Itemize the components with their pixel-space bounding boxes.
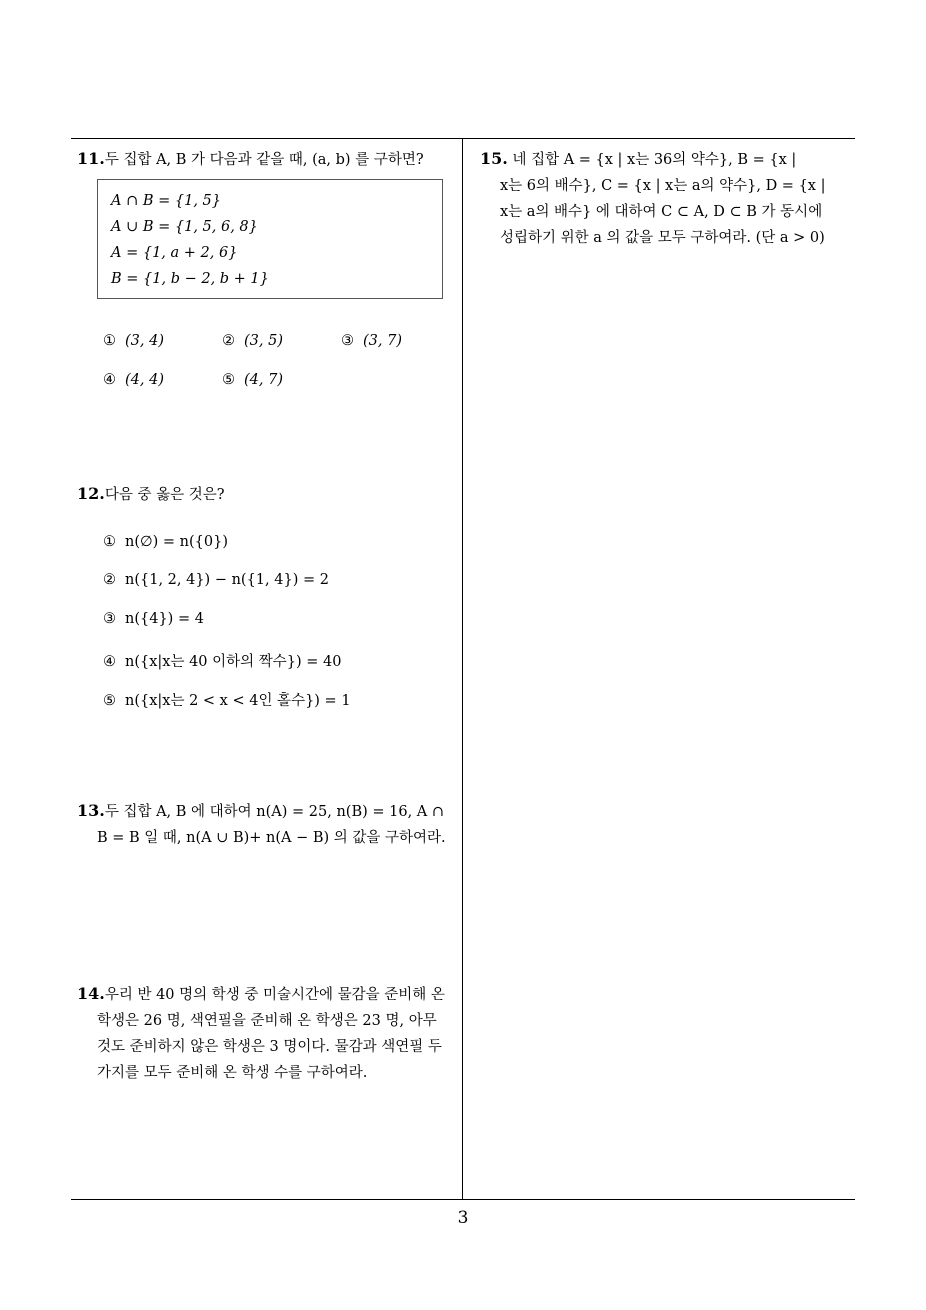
problem-line: 우리 반 40 명의 학생 중 미술시간에 물감을 준비해 온	[104, 987, 445, 1003]
problem-line: x는 6의 배수}, C = {x | x는 a의 약수}, D = {x |	[500, 178, 826, 194]
column-divider	[462, 138, 463, 1200]
choice-2[interactable]	[222, 333, 283, 349]
choice-4[interactable]	[103, 372, 164, 388]
choice-text: (4, 7)	[244, 372, 283, 388]
choice-mark: ③	[341, 333, 354, 349]
problem-line: 것도 준비하지 않은 학생은 3 명이다. 물감과 색연필 두	[97, 1039, 442, 1055]
choice-2[interactable]	[103, 572, 329, 588]
problem-11	[77, 146, 457, 173]
choice-mark: ③	[103, 611, 116, 627]
problem-line: 가지를 모두 준비해 온 학생 수를 구하여라.	[97, 1065, 368, 1081]
choice-text: n({1, 2, 4}) − n({1, 4}) = 2	[125, 572, 329, 588]
choice-text: (3, 4)	[125, 333, 164, 349]
choice-mark: ⑤	[222, 372, 235, 388]
choice-text: n(∅) = n({0})	[125, 534, 228, 550]
choice-text: n({4}) = 4	[125, 611, 204, 627]
problem-12	[77, 481, 457, 508]
choice-5[interactable]	[222, 372, 283, 388]
choice-mark: ①	[103, 534, 116, 550]
problem-line: B = B 일 때, n(A ∪ B)+ n(A − B) 의 값을 구하여라.	[97, 830, 446, 846]
problem-line: 학생은 26 명, 색연필을 준비해 온 학생은 23 명, 아무	[97, 1013, 437, 1029]
problem-line: x는 a의 배수} 에 대하여 C ⊂ A, D ⊂ B 가 동시에	[500, 204, 823, 220]
choice-mark: ①	[103, 333, 116, 349]
problem-line: 네 집합 A = {x | x는 36의 약수}, B = {x |	[512, 152, 797, 168]
choice-mark: ④	[103, 372, 116, 388]
choice-1[interactable]	[103, 333, 164, 349]
problem-stem: 두 집합 A, B 가 다음과 같을 때, (a, b) 를 구하면?	[104, 152, 424, 168]
choice-mark: ⑤	[103, 693, 116, 709]
problem-15	[480, 146, 860, 251]
problem-number: 11.	[77, 149, 105, 168]
choice-text: n({x|x는 2 < x < 4인 홀수}) = 1	[125, 693, 351, 709]
choice-3[interactable]	[341, 333, 402, 349]
choice-mark: ②	[222, 333, 235, 349]
condition-line: A = {1, a + 2, 6}	[111, 245, 238, 261]
choice-1[interactable]	[103, 534, 228, 550]
bottom-rule	[71, 1199, 855, 1200]
condition-line: B = {1, b − 2, b + 1}	[111, 271, 269, 287]
choice-4[interactable]	[103, 650, 341, 671]
choice-text: (3, 5)	[244, 333, 283, 349]
problem-line: 성립하기 위한 a 의 값을 모두 구하여라. (단 a > 0)	[500, 230, 825, 246]
problem-number: 13.	[77, 801, 105, 820]
choice-mark: ②	[103, 572, 116, 588]
choice-3[interactable]	[103, 611, 204, 627]
choice-text: n({x|x는 40 이하의 짝수}) = 40	[125, 654, 342, 670]
choice-5[interactable]	[103, 689, 351, 710]
given-conditions-box	[97, 179, 443, 299]
problem-number: 14.	[77, 984, 105, 1003]
problem-number: 12.	[77, 484, 105, 503]
problem-13	[77, 798, 457, 851]
page-number: 3	[457, 1208, 469, 1228]
problem-line: 두 집합 A, B 에 대하여 n(A) = 25, n(B) = 16, A ∩	[104, 804, 445, 820]
condition-line: A ∪ B = {1, 5, 6, 8}	[111, 219, 258, 235]
problem-number: 15.	[480, 149, 508, 168]
choice-text: (3, 7)	[363, 333, 402, 349]
choice-mark: ④	[103, 654, 116, 670]
choice-text: (4, 4)	[125, 372, 164, 388]
condition-line: A ∩ B = {1, 5}	[111, 193, 221, 209]
problem-stem: 다음 중 옳은 것은?	[104, 487, 225, 503]
top-rule	[71, 138, 855, 139]
problem-14	[77, 981, 457, 1086]
